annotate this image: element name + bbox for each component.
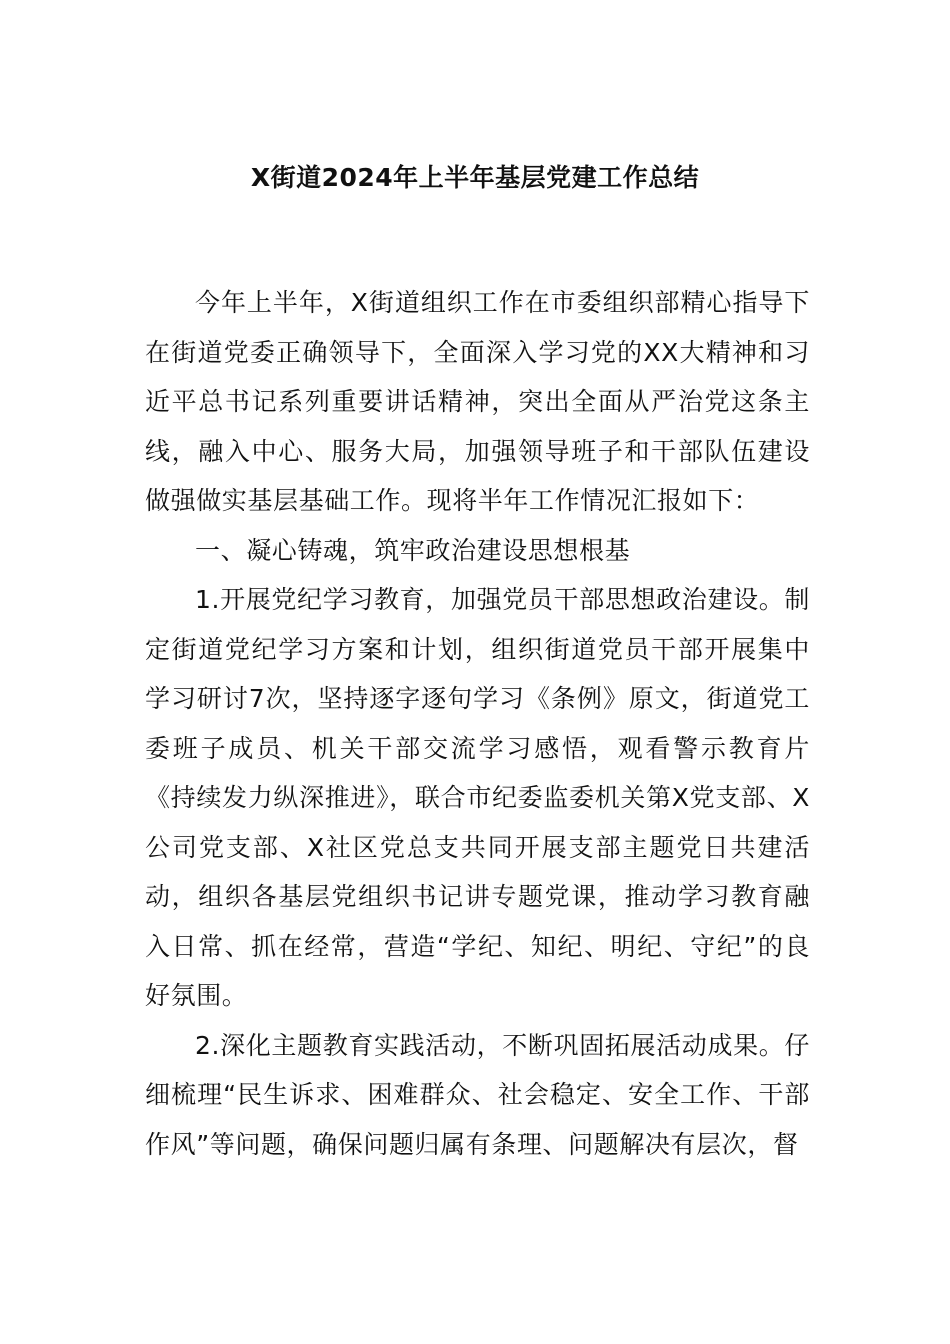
section-heading-1: 一、凝心铸魂，筑牢政治建设思想根基 xyxy=(195,535,631,565)
document-title: X街道2024年上半年基层党建工作总结 xyxy=(250,163,700,192)
document-body xyxy=(145,278,810,1169)
item-paragraph-1: 1.开展党纪学习教育，加强党员干部思想政治建设。制定街道党纪学习方案和计划，组织街道党员干部开展集中学习研讨7次，坚持逐字逐句学习《条例》原文，街道党工委班子成员、机关干部交流学习感悟，观看警示教育片《持续发力纵深推进》，联合市纪委监委机关第X党支部、X公司党支部、X社区党总支共同开展支部主题党日共建活动，组织各基层党组织书记讲专题党课，推动学习教育融入日常、抓在经常，营造“学纪、知纪、明纪、守纪”的良好氛围。 xyxy=(145,585,810,1010)
item-paragraph-2: 2.深化主题教育实践活动，不断巩固拓展活动成果。仔细梳理“民生诉求、困难群众、社会稳定、安全工作、干部作风”等问题，确保问题归属有条理、问题解决有层次，督 xyxy=(145,1030,810,1159)
intro-paragraph: 今年上半年，X街道组织工作在市委组织部精心指导下在街道党委正确领导下，全面深入学习党的XX大精神和习近平总书记系列重要讲话精神，突出全面从严治党这条主线，融入中心、服务大局，加强领导班子和干部队伍建设做强做实基层基础工作。现将半年工作情况汇报如下： xyxy=(145,288,810,515)
